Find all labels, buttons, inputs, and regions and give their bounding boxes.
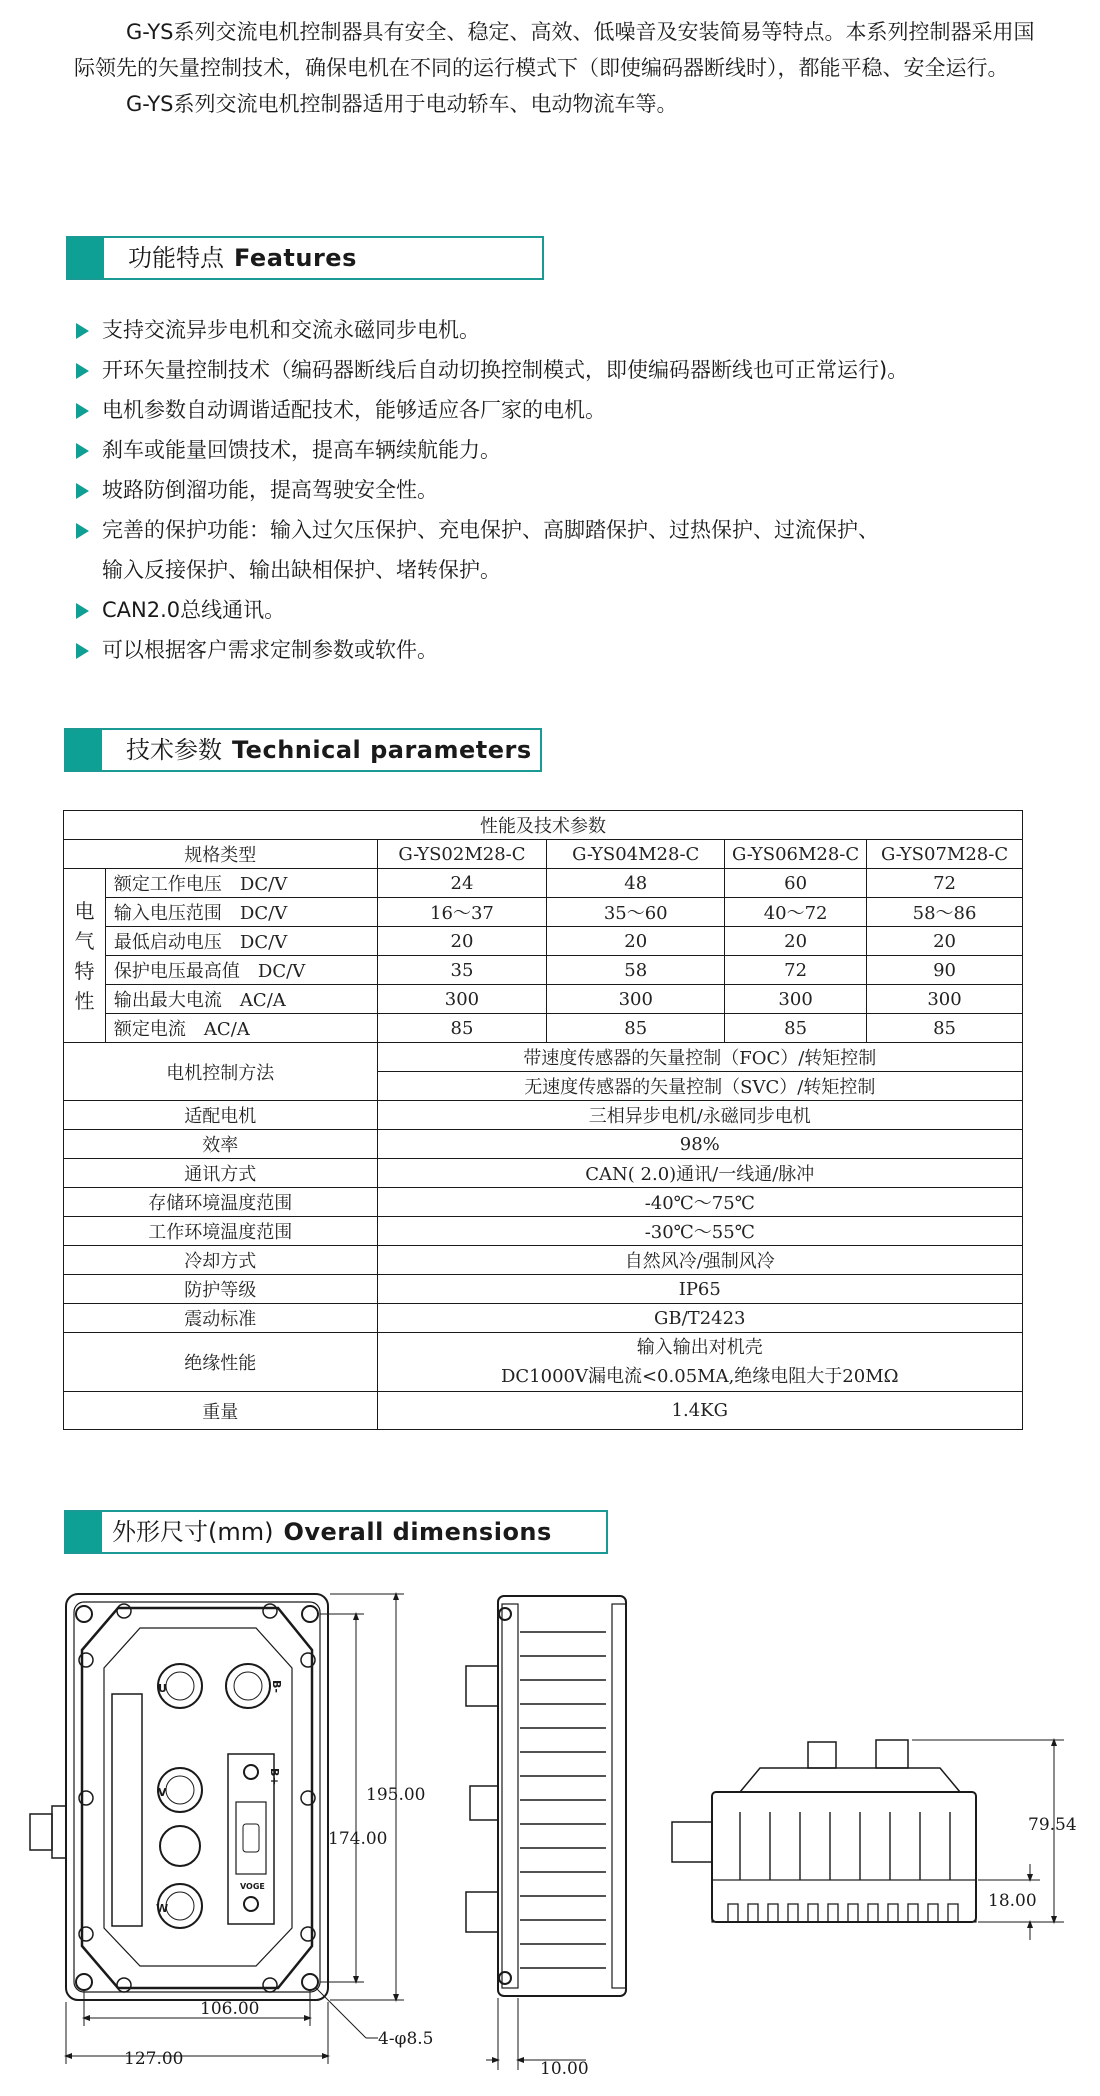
param-value: 16～37 [377, 898, 547, 927]
front-view-drawing [30, 1594, 328, 2000]
bullet-triangle-icon [76, 363, 89, 379]
table-row [64, 1217, 1023, 1246]
model-cell: G-YS04M28-C [547, 840, 725, 869]
param-value: 300 [867, 985, 1023, 1014]
model-cell: G-YS02M28-C [377, 840, 547, 869]
features-title-en: Features [234, 244, 357, 272]
list-item [74, 310, 1074, 350]
row-label: 适配电机 [64, 1101, 378, 1130]
param-value: 35 [377, 956, 547, 985]
bullet-triangle-icon [76, 323, 89, 339]
feature-text: 开环矢量控制技术（编码器断线后自动切换控制模式，即使编码器断线也可正常运行)。 [102, 358, 909, 382]
param-value: 90 [867, 956, 1023, 985]
terminal-v-label: V [158, 1786, 167, 1799]
row-value: IP65 [377, 1275, 1022, 1304]
param-value: 85 [725, 1014, 867, 1043]
table-row [64, 1043, 1023, 1072]
params-title [126, 730, 532, 770]
table-row [64, 985, 1023, 1014]
terminal-u-label: U [158, 1682, 167, 1695]
bullet-triangle-icon [76, 643, 89, 659]
spec-table [63, 810, 1023, 1430]
dim-width-outer: 127.00 [124, 2049, 184, 2069]
param-value: 85 [547, 1014, 725, 1043]
electrical-label-char: 气 [74, 928, 95, 953]
param-value: 48 [547, 869, 725, 898]
param-value: 300 [725, 985, 867, 1014]
param-value: 72 [867, 869, 1023, 898]
row-value: GB/T2423 [377, 1304, 1022, 1333]
list-item-continuation [74, 550, 1074, 590]
model-cell: G-YS06M28-C [725, 840, 867, 869]
lid-bolt-icon [79, 1604, 315, 1992]
terminal-w-label: W [156, 1902, 169, 1915]
row-label: 通讯方式 [64, 1159, 378, 1188]
terminal-labels [156, 1680, 283, 1915]
terminal-b-minus-label: B- [270, 1680, 283, 1693]
row-label: 震动标准 [64, 1304, 378, 1333]
feature-text: 完善的保护功能：输入过欠压保护、充电保护、高脚踏保护、过热保护、过流保护、 [102, 518, 879, 542]
param-name: 输出最大电流 AC/A [105, 985, 377, 1014]
table-row [64, 869, 1023, 898]
table-row [64, 1101, 1023, 1130]
param-name: 额定工作电压 DC/V [105, 869, 377, 898]
param-value: 40～72 [725, 898, 867, 927]
dimension-drawings [0, 1540, 1100, 2096]
param-value: 20 [547, 927, 725, 956]
table-row [64, 811, 1023, 840]
intro-text [74, 14, 1054, 122]
param-value: 60 [725, 869, 867, 898]
dim-width-inner: 106.00 [200, 1999, 260, 2019]
control-method-line1: 带速度传感器的矢量控制（FOC）/转矩控制 [377, 1043, 1022, 1072]
list-item [74, 510, 1074, 550]
table-row [64, 1014, 1023, 1043]
table-row [64, 1188, 1023, 1217]
feature-text: 刹车或能量回馈技术，提高车辆续航能力。 [102, 438, 501, 462]
param-name: 最低启动电压 DC/V [105, 927, 377, 956]
table-row [64, 956, 1023, 985]
weight-value: 1.4KG [377, 1392, 1022, 1430]
feature-text: 电机参数自动调谐适配技术，能够适应各厂家的电机。 [102, 398, 606, 422]
insulation-label: 绝缘性能 [64, 1333, 378, 1392]
terminal-b-plus-label: B+ [268, 1768, 281, 1786]
list-item [74, 470, 1074, 510]
param-name: 保护电压最高值 DC/V [105, 956, 377, 985]
list-item [74, 630, 1074, 670]
model-cell: G-YS07M28-C [867, 840, 1023, 869]
bullet-triangle-icon [76, 403, 89, 419]
weight-label: 重量 [64, 1392, 378, 1430]
bullet-triangle-icon [76, 523, 89, 539]
row-value: 98% [377, 1130, 1022, 1159]
insulation-line2: DC1000V漏电流<0.05MA,绝缘电阻大于20MΩ [500, 1366, 899, 1387]
row-label: 效率 [64, 1130, 378, 1159]
table-row [64, 1130, 1023, 1159]
section-accent-bar [66, 730, 102, 770]
dim-holes: 4-φ8.5 [378, 2029, 434, 2049]
table-row [64, 1304, 1023, 1333]
dim-height-inner: 174.00 [328, 1829, 388, 1849]
table-row [64, 1246, 1023, 1275]
row-value: 三相异步电机/永磁同步电机 [377, 1101, 1022, 1130]
param-value: 85 [867, 1014, 1023, 1043]
feature-text: 支持交流异步电机和交流永磁同步电机。 [102, 318, 480, 342]
param-value: 72 [725, 956, 867, 985]
table-row [64, 898, 1023, 927]
table-row [64, 1333, 1023, 1392]
features-title [128, 238, 357, 278]
param-name: 额定电流 AC/A [105, 1014, 377, 1043]
electrical-label [64, 869, 106, 1043]
feature-text: CAN2.0总线通讯。 [102, 598, 286, 622]
params-section-header [64, 728, 542, 772]
electrical-label-char: 性 [74, 988, 95, 1013]
param-value: 300 [377, 985, 547, 1014]
end-dimension-texts [988, 1815, 1077, 1911]
electrical-label-char: 电 [74, 898, 95, 923]
list-item [74, 390, 1074, 430]
param-value: 300 [547, 985, 725, 1014]
intro-paragraph-1: G-YS系列交流电机控制器具有安全、稳定、高效、低噪音及安装简易等特点。本系列控制器采用国际领先的矢量控制技术，确保电机在不同的运行模式下（即使编码器断线时），都能平稳、安全运行。 [74, 20, 1035, 80]
param-value: 85 [377, 1014, 547, 1043]
dim-height-outer: 195.00 [366, 1785, 426, 1805]
params-title-cn: 技术参数 [126, 736, 222, 764]
intro-paragraph-2: G-YS系列交流电机控制器适用于电动轿车、电动物流车等。 [126, 92, 678, 116]
feature-text: 输入反接保护、输出缺相保护、堵转保护。 [102, 558, 501, 582]
table-title: 性能及技术参数 [64, 811, 1023, 840]
row-value: CAN( 2.0)通讯/一线通/脉冲 [377, 1159, 1022, 1188]
param-value: 58 [547, 956, 725, 985]
row-label: 存储环境温度范围 [64, 1188, 378, 1217]
row-value: -30℃～55℃ [377, 1217, 1022, 1246]
dim-side-offset: 10.00 [540, 2059, 589, 2079]
table-row [64, 927, 1023, 956]
control-method-label: 电机控制方法 [64, 1043, 378, 1101]
param-name: 输入电压范围 DC/V [105, 898, 377, 927]
params-title-en: Technical parameters [232, 736, 532, 764]
feature-text: 可以根据客户需求定制参数或软件。 [102, 638, 438, 662]
fuse-label: VOGE [240, 1882, 265, 1891]
param-value: 58～86 [867, 898, 1023, 927]
list-item [74, 350, 1074, 390]
param-value: 35～60 [547, 898, 725, 927]
table-row [64, 1275, 1023, 1304]
features-section-header [66, 236, 544, 280]
table-row [64, 1159, 1023, 1188]
param-value: 24 [377, 869, 547, 898]
electrical-label-char: 特 [74, 958, 95, 983]
table-row [64, 1392, 1023, 1430]
features-title-cn: 功能特点 [128, 244, 224, 272]
insulation-line1: 输入输出对机壳 [636, 1337, 763, 1358]
dims-title-en: Overall dimensions [283, 1518, 552, 1546]
bullet-triangle-icon [76, 443, 89, 459]
list-item [74, 430, 1074, 470]
insulation-value [377, 1333, 1022, 1392]
control-method-line2: 无速度传感器的矢量控制（SVC）/转矩控制 [377, 1072, 1022, 1101]
bullet-triangle-icon [76, 483, 89, 499]
side-view-drawing [466, 1596, 626, 1996]
row-value: -40℃～75℃ [377, 1188, 1022, 1217]
param-value: 20 [377, 927, 547, 956]
row-label: 防护等级 [64, 1275, 378, 1304]
table-row [64, 840, 1023, 869]
dim-end-foot: 18.00 [988, 1891, 1037, 1911]
row-label: 工作环境温度范围 [64, 1217, 378, 1246]
dims-title-cn: 外形尺寸(mm) [112, 1518, 274, 1546]
section-accent-bar [68, 238, 104, 278]
features-list [74, 310, 1074, 670]
bullet-triangle-icon [76, 603, 89, 619]
list-item [74, 590, 1074, 630]
param-value: 20 [725, 927, 867, 956]
row-value: 自然风冷/强制风冷 [377, 1246, 1022, 1275]
dim-end-height: 79.54 [1028, 1815, 1077, 1835]
param-value: 20 [867, 927, 1023, 956]
feature-text: 坡路防倒溜功能，提高驾驶安全性。 [102, 478, 438, 502]
end-view-drawing [672, 1740, 976, 1922]
row-label: 冷却方式 [64, 1246, 378, 1275]
model-label: 规格类型 [64, 840, 378, 869]
